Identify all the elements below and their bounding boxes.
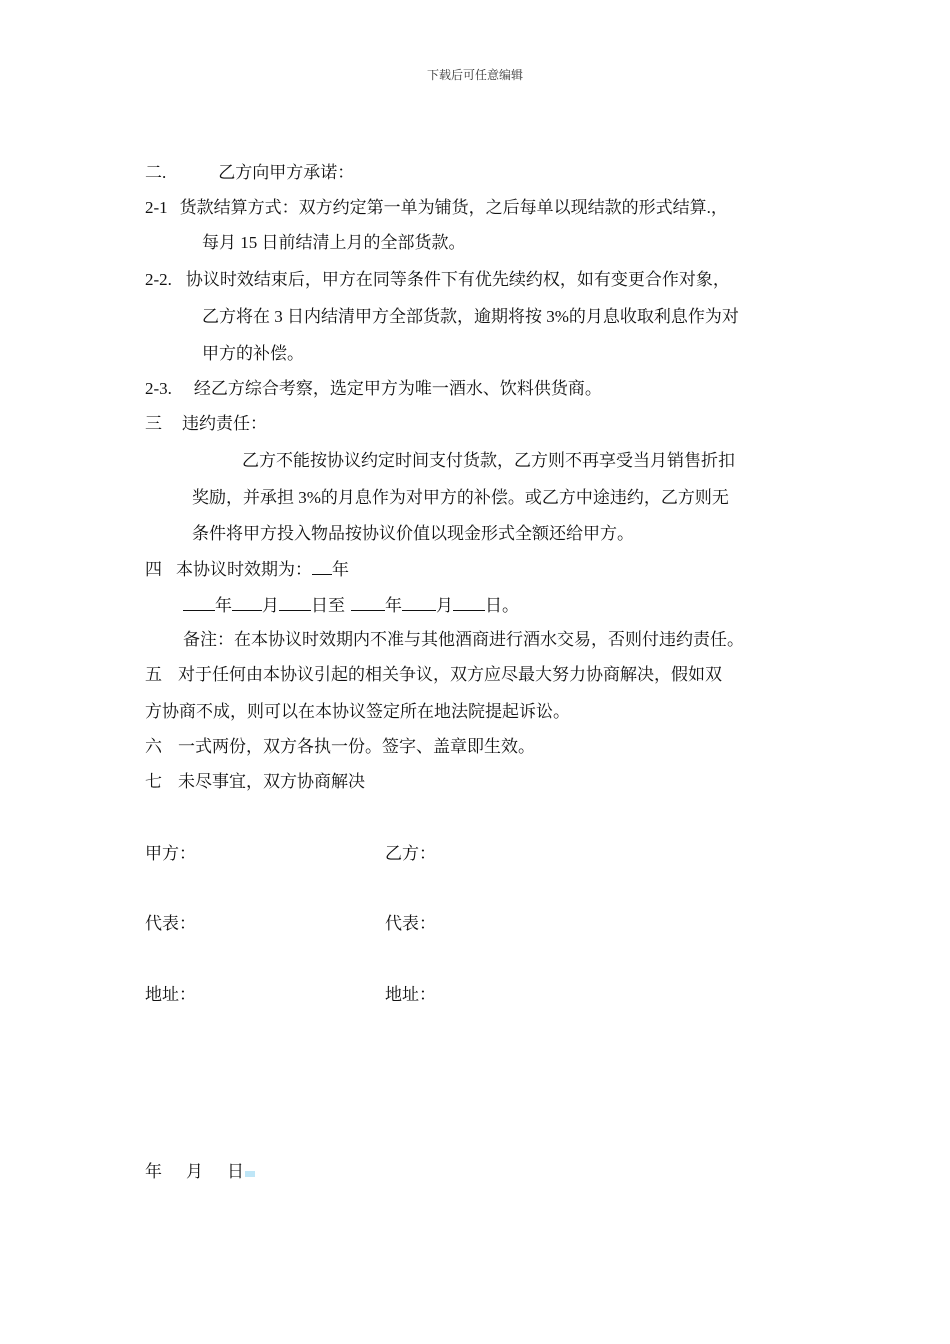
section-7-number: 七 (145, 772, 162, 791)
start-year-blank (183, 594, 215, 611)
section-4-title (145, 558, 349, 581)
section-6-number: 六 (145, 737, 162, 756)
clause-2-1-line-2: 每月 15 日前结清上月的全部货款。 (202, 233, 466, 252)
section-3-title (145, 413, 267, 435)
address-a-label: 地址： (145, 985, 196, 1004)
clause-2-1-line-1 (145, 197, 728, 219)
section-2-title-text: 乙方向甲方承诺： (218, 163, 355, 182)
party-b-label: 乙方： (385, 844, 436, 863)
section-4-date-range (183, 594, 519, 617)
clause-2-1-text-1: 货款结算方式：双方约定第一单为铺货，之后每单以现结款的形式结算.， (179, 198, 728, 217)
clause-2-2-text-1: 协议时效结束后，甲方在同等条件下有优先续约权，如有变更合作对象， (185, 270, 730, 289)
end-month-label: 月 (436, 596, 453, 615)
section-3-line-3: 条件将甲方投入物品按协议价值以现金形式全额还给甲方。 (192, 524, 634, 543)
clause-2-3-number: 2-3. (145, 379, 172, 398)
section-5-text-1: 对于任何由本协议引起的相关争议，双方应尽最大努力协商解决，假如双 (178, 665, 722, 684)
signing-date-day: 日 (227, 1162, 244, 1181)
section-4-note: 备注：在本协议时效期内不准与其他酒商进行酒水交易，否则付违约责任。 (183, 630, 744, 649)
end-year-blank (351, 594, 385, 611)
term-years-blank (312, 558, 332, 575)
party-a-label: 甲方： (145, 844, 196, 863)
clause-2-2-line-3: 甲方的补偿。 (202, 344, 304, 363)
start-month-blank (232, 594, 262, 611)
start-year-label: 年 (215, 596, 232, 615)
end-day-blank (453, 594, 485, 611)
clause-2-2-line-2: 乙方将在 3 日内结清甲方全部货款，逾期将按 3%的月息收取利息作为对 (202, 307, 739, 326)
clause-2-2-line-1 (145, 269, 730, 291)
address-b-label: 地址： (385, 985, 436, 1004)
section-5-number: 五 (145, 665, 162, 684)
section-3-line-2: 奖励，并承担 3%的月息作为对甲方的补偿。或乙方中途违约，乙方则无 (192, 488, 729, 507)
signing-date-month: 月 (186, 1162, 203, 1181)
end-day-label: 日。 (485, 596, 519, 615)
section-4-year-unit: 年 (332, 560, 349, 579)
start-day-label: 日至 (311, 596, 345, 615)
end-month-blank (402, 594, 436, 611)
section-5-line-2: 方协商不成，则可以在本协议签定所在地法院提起诉讼。 (145, 702, 570, 721)
clause-2-1-number: 2-1 (145, 198, 168, 217)
clause-2-2-number: 2-2. (145, 270, 172, 289)
section-7-text: 未尽事宜，双方协商解决 (178, 772, 365, 791)
section-5-line-1 (145, 664, 722, 686)
text-cursor-marker (245, 1171, 255, 1177)
start-month-label: 月 (262, 596, 279, 615)
section-3-number: 三 (145, 414, 162, 433)
signing-date (145, 1161, 255, 1183)
header-note: 下载后可任意编辑 (426, 68, 523, 82)
section-2-number: 二. (145, 163, 167, 182)
section-2-title (145, 162, 354, 184)
section-6-text: 一式两份，双方各执一份。签字、盖章即生效。 (178, 737, 535, 756)
clause-2-3-text-1: 经乙方综合考察，选定甲方为唯一酒水、饮料供货商。 (193, 379, 602, 398)
clause-2-3-line-1 (145, 378, 602, 400)
section-3-line-1: 乙方不能按协议约定时间支付货款，乙方则不再享受当月销售折扣 (242, 451, 735, 470)
section-4-number: 四 (145, 560, 162, 579)
signing-date-year: 年 (145, 1162, 162, 1181)
section-4-title-text: 本协议时效期为： (176, 560, 312, 579)
section-3-title-text: 违约责任： (182, 414, 267, 433)
representative-a-label: 代表： (145, 914, 196, 933)
section-7 (145, 771, 365, 793)
end-year-label: 年 (385, 596, 402, 615)
section-6 (145, 736, 535, 758)
representative-b-label: 代表： (385, 914, 436, 933)
start-day-blank (279, 594, 311, 611)
